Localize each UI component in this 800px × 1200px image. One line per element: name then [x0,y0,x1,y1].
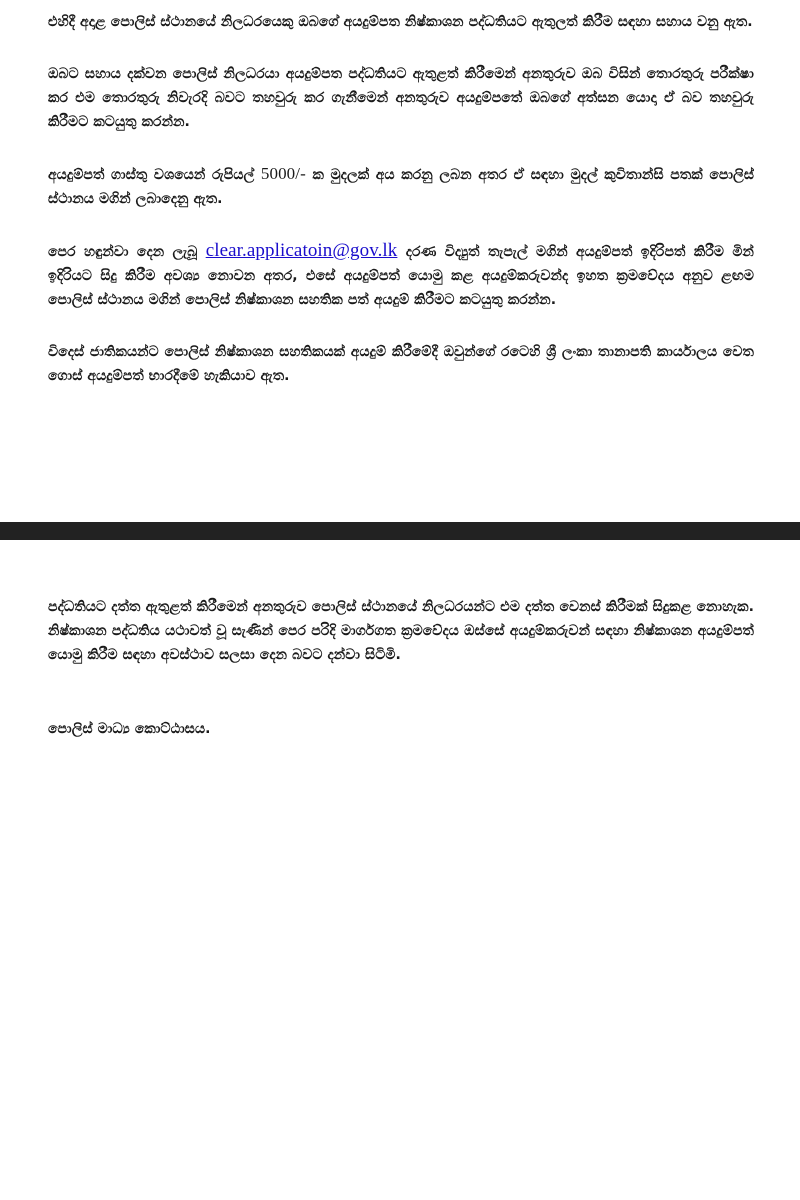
fee-amount: 5000/- [260,164,306,183]
document-page-1 [0,0,800,522]
paragraph-foreign-nationals: විදෙස් ජාතිකයන්ට පොලිස් නිෂ්කාශන සහතිකයක් අයදුම් කිරීමේදී ඔවුන්ගේ රටෙහි ශ්‍රී ලංකා තානාපති කාර්යාලය වෙත ගොස් අයදුම්පත් භාරදීමේ හැකියාව ඇත. [48,344,754,384]
fee-text-before: අයදුම්පත් ගාස්තු වශයෙන් රුපියල් [48,167,261,183]
paragraph-data-entry-notice: පද්ධතියට දත්ත ඇතුළත් කිරීමෙන් අනතුරුව පොලිස් ස්ථානයේ නිලධරයන්ට එම දත්ත වෙනස් කිරීමක් සිදුකළ නොහැක. නිෂ්කාශන පද්ධතිය යථාවත් වූ සැණින් පෙර පරිදි මාර්ගගත ක්‍රමවේදය ඔස්සේ අයදුම්කරුවන් සඳහා නිෂ්කාශන අයදුම්පත් යොමු කිරීම සඳහා අවස්ථාව සලසා දෙන බවට දන්වා සිටිමි. [48,599,754,663]
email-text-before: පෙර හඳුන්වා දෙන ලැබූ [48,244,206,260]
paragraph-station-assistance: එහිදී අදාළ පොලිස් ස්ථානයේ නිලධරයෙකු ඔබගේ අයදුම්පත නිෂ්කාශන පද්ධතියට ඇතුලත් කිරීම සඳහා සහාය වනු ඇත. [48,14,753,30]
page-break-divider [0,522,800,540]
paragraph-email-notice [48,239,754,312]
paragraph-fee [48,162,754,211]
paragraph-verify-and-sign: ඔබට සහාය දක්වන පොලිස් නිලධරයා අයදුම්පත පද්ධතියට ඇතුළත් කිරීමෙන් අනතුරුව ඔබ විසින් තොරතුරු පරීක්ෂා කර එම තොරතුරු නිවැරදි බවට තහවුරු කර ගැනීමෙන් අනතුරුව අයදුම්පතේ ඔබගේ අත්සන යොදා ඒ බව තහවුරු කිරීමට කටයුතු කරන්න. [48,66,754,130]
document-page-2 [0,540,800,1200]
fee-text-after: ක මුදලක් අය කරනු ලබන අතර ඒ සඳහා මුදල් කුවිතාන්සි පතක් පොලිස් ස්ථානය මගින් ලබාදෙනු ඇත. [48,167,754,207]
signature-line: පොලිස් මාධ්‍ය කොට්ඨාසය. [48,721,211,737]
email-link[interactable]: clear.applicatoin@gov.lk [205,240,398,261]
email-text-after: දරණ විද්‍යුත් තැපැල් මගින් අයදුම්පත් ඉදිරිපත් කිරීම මින් ඉදිරියට සිදු කිරීම අවශ්‍ය නොවන අතර, එසේ අයදුම්පත් යොමු කළ අයදුම්කරුවන්ද ඉහත ක්‍රමවේදය අනුව ළඟම පොලිස් ස්ථානය මගින් පොලිස් නිෂ්කාශන සහතික පත් අයදුම් කිරීමට කටයුතු කරන්න. [48,244,754,308]
